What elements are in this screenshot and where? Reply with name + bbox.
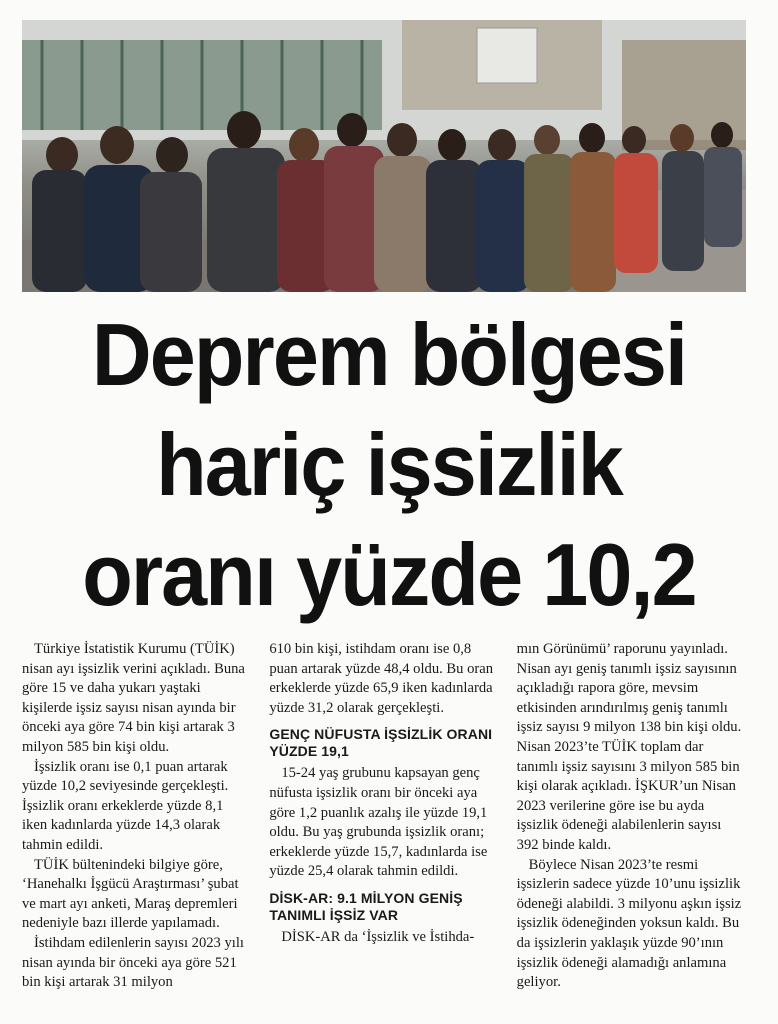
headline-line-1: Deprem bölgesi	[91, 305, 687, 404]
paragraph: DİSK-AR da ‘İşsizlik ve İstihda-	[281, 928, 475, 945]
headline	[42, 300, 736, 630]
paragraph: 15-24 yaş grubunu kapsayan genç nüfusta işsizlik oranı bir önceki aya göre 1,2 puanlık azalış ile yüzde 19,1 oldu. Bu yaş grubunda işsizlik oranı; erkeklerde yüzde 15,7, kadınlarda ise yüzde 25,4 olarak tahmin edildi.	[269, 765, 488, 880]
article-column-2	[269, 640, 498, 1018]
headline-line-3: oranı yüzde 10,2	[82, 525, 696, 624]
paragraph: mın Görünümü’ raporunu yayınladı. Nisan ayı geniş tanımlı işsiz sayısının açıkladığı rapora göre, mevsim etkisinden arındırılmış geniş tanımlı işsiz sayısı 9 milyon 138 bin kişi oldu. Nisan 2023’te TÜİK toplam dar tanımlı işsiz sayısını 3 milyon 585 bin kişi olarak açıkladı. İŞKUR’un Nisan 2023 verilerine göre ise bu ayda işsizlik ödeneği alabilenlerin sayısı 392 binde kaldı.	[516, 641, 742, 853]
paragraph: TÜİK bültenindeki bilgiye göre, ‘Hanehalkı İşgücü Araştırması’ şubat ve mart ayı anketi, Maraş depremleri nedeniyle bazı illerde yapılamadı.	[22, 856, 239, 932]
subheading: DİSK-AR: 9.1 MİLYON GENİŞ TANIMLI İŞSİZ VAR	[269, 889, 463, 923]
paragraph: Böylece Nisan 2023’te resmi işsizlerin sadece yüzde 10’unu işsizlik ödeneği alabildi. 3 milyonu aşkın işsiz işsizlik ödeneğinden yoksun kaldı. Bu da işsizlerin yaklaşık yüzde 90’ının işsizlik ödeneği alamadığı anlamına geliyor.	[516, 856, 742, 991]
subheading: GENÇ NÜFUSTA İŞSİZLİK ORANI YÜZDE 19,1	[269, 726, 493, 760]
crowd-queue-photo	[22, 20, 746, 292]
paragraph: İstihdam edilenlerin sayısı 2023 yılı nisan ayında bir önceki aya göre 521 bin kişi artarak 31 milyon	[22, 934, 244, 991]
article-column-1	[22, 640, 251, 1018]
article-body	[22, 640, 746, 1018]
paragraph: 610 bin kişi, istihdam oranı ise 0,8 puan artarak yüzde 48,4 oldu. Bu oran erkeklerde yüzde 65,9 iken kadınlarda yüzde 31,2 olarak gerçekleşti.	[269, 641, 494, 716]
headline-line-2: hariç işsizlik	[156, 415, 622, 514]
photo-illustration	[22, 20, 746, 292]
paragraph: Türkiye İstatistik Kurumu (TÜİK) nisan ayı işsizlik verini açıkladı. Buna göre 15 ve daha yukarı yaştaki kişilerde işsiz sayısı nisan ayında bir önceki aya göre 74 bin kişi artarak 3 milyon 585 bin kişi oldu.	[22, 641, 245, 755]
article-column-3	[517, 640, 746, 1018]
paragraph: İşsizlik oranı ise 0,1 puan artarak yüzde 10,2 seviyesinde gerçekleşti. İşsizlik oranı erkeklerde yüzde 8,1 iken kadınlarda yüzde 14,3 olarak tahmin edildi.	[22, 758, 229, 853]
